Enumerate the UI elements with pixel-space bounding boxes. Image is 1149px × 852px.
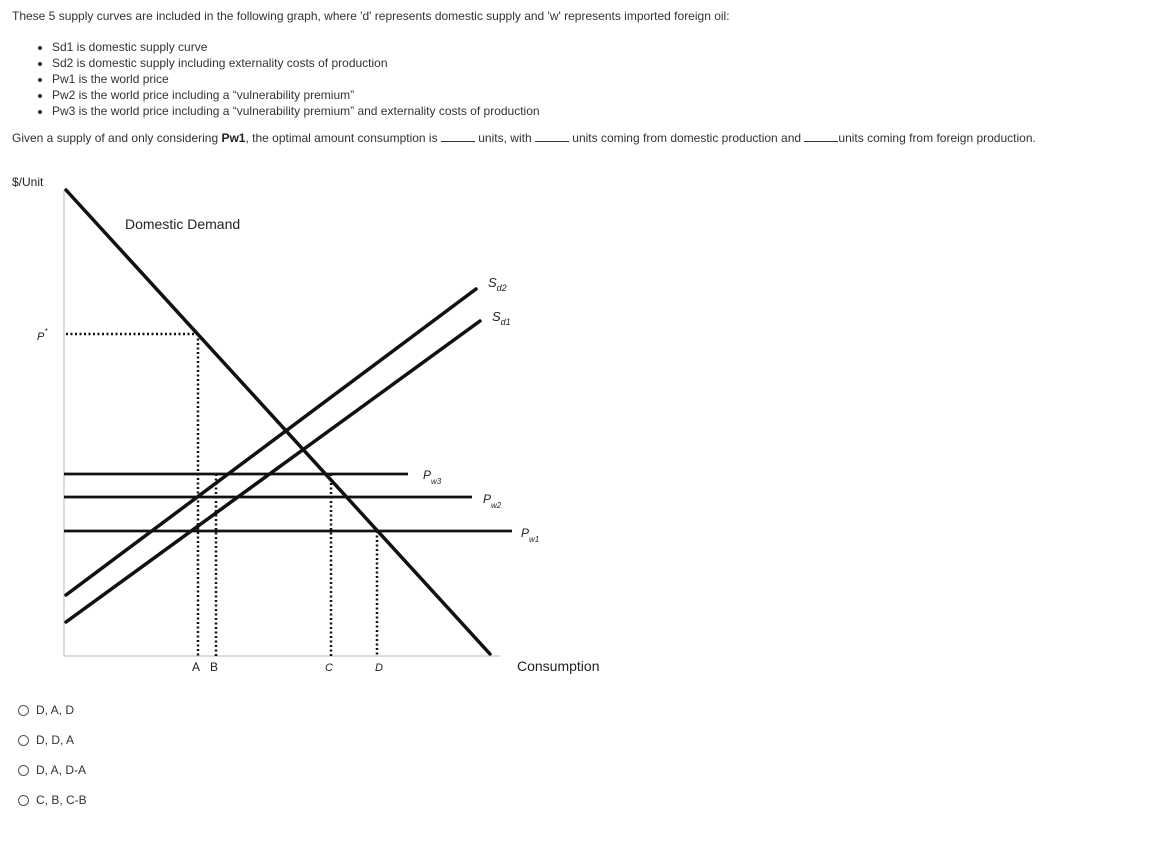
sd2-label <box>488 275 507 293</box>
supply-curve-list <box>38 39 540 119</box>
sd1-subscript: d1 <box>500 317 511 327</box>
list-item: • Pw1 is the world price <box>52 71 540 87</box>
list-item: • Pw2 is the world price including a “vulnerability premium” <box>52 87 540 103</box>
sd1-letter: S <box>492 309 501 324</box>
radio-button[interactable] <box>18 765 29 776</box>
pw3-letter: P <box>423 468 432 482</box>
sd1-label <box>492 309 511 327</box>
option-label: D, A, D-A <box>36 763 87 777</box>
radio-button[interactable] <box>18 795 29 806</box>
list-item: • Sd1 is domestic supply curve <box>52 39 540 55</box>
question-bold: Pw1 <box>221 131 246 145</box>
option-label: D, D, A <box>36 733 75 747</box>
intro-text: These 5 supply curves are included in the following graph, where 'd' represents domestic supply and 'w' represents imported foreign oil: <box>12 9 730 23</box>
pw1-letter: P <box>521 526 530 540</box>
list-item: • Pw3 is the world price including a “vulnerability premium” and externality costs of production <box>52 103 540 119</box>
x-tick-d: D <box>375 662 383 674</box>
option-label: D, A, D <box>36 703 75 717</box>
radio-button[interactable] <box>18 705 29 716</box>
sd2-supply-curve <box>66 289 476 595</box>
demand-label: Domestic Demand <box>125 216 241 232</box>
pw2-letter: P <box>483 492 492 506</box>
question-part: units, with <box>474 131 535 145</box>
list-item: • Sd2 is domestic supply including externality costs of production <box>52 55 540 71</box>
answer-blank <box>535 131 569 142</box>
answer-option[interactable] <box>18 703 87 733</box>
pw2-label <box>483 492 502 510</box>
sd2-letter: S <box>488 275 497 290</box>
question-part: units coming from domestic production and <box>568 131 805 145</box>
y-axis-label: $/Unit <box>12 175 44 189</box>
answer-blank <box>804 131 838 142</box>
question-text <box>12 131 1036 145</box>
answer-option[interactable] <box>18 763 87 793</box>
answer-option[interactable] <box>18 733 87 763</box>
sd2-subscript: d2 <box>496 283 507 293</box>
question-part: units coming from foreign production. <box>838 131 1036 145</box>
supply-demand-graph <box>0 165 640 685</box>
answer-options <box>18 703 87 823</box>
domestic-demand-curve <box>66 190 490 654</box>
x-axis-label: Consumption <box>517 658 600 674</box>
answer-option[interactable] <box>18 793 87 823</box>
question-part: Given a supply of and only considering <box>12 131 222 145</box>
pw3-subscript: w3 <box>431 477 442 486</box>
pw2-subscript: w2 <box>491 501 502 510</box>
pstar-label <box>37 327 48 343</box>
pw3-label <box>423 468 442 486</box>
radio-button[interactable] <box>18 735 29 746</box>
option-label: C, B, C-B <box>36 793 87 807</box>
x-tick-c: C <box>325 662 333 674</box>
pw1-label <box>521 526 539 544</box>
x-tick-a: A <box>192 660 201 674</box>
answer-blank <box>441 131 475 142</box>
x-tick-b: B <box>210 660 219 674</box>
pstar-superscript: * <box>44 327 48 336</box>
pstar-letter: P <box>37 331 45 343</box>
pw1-subscript: w1 <box>529 535 540 544</box>
question-part: , the optimal amount consumption is <box>245 131 441 145</box>
